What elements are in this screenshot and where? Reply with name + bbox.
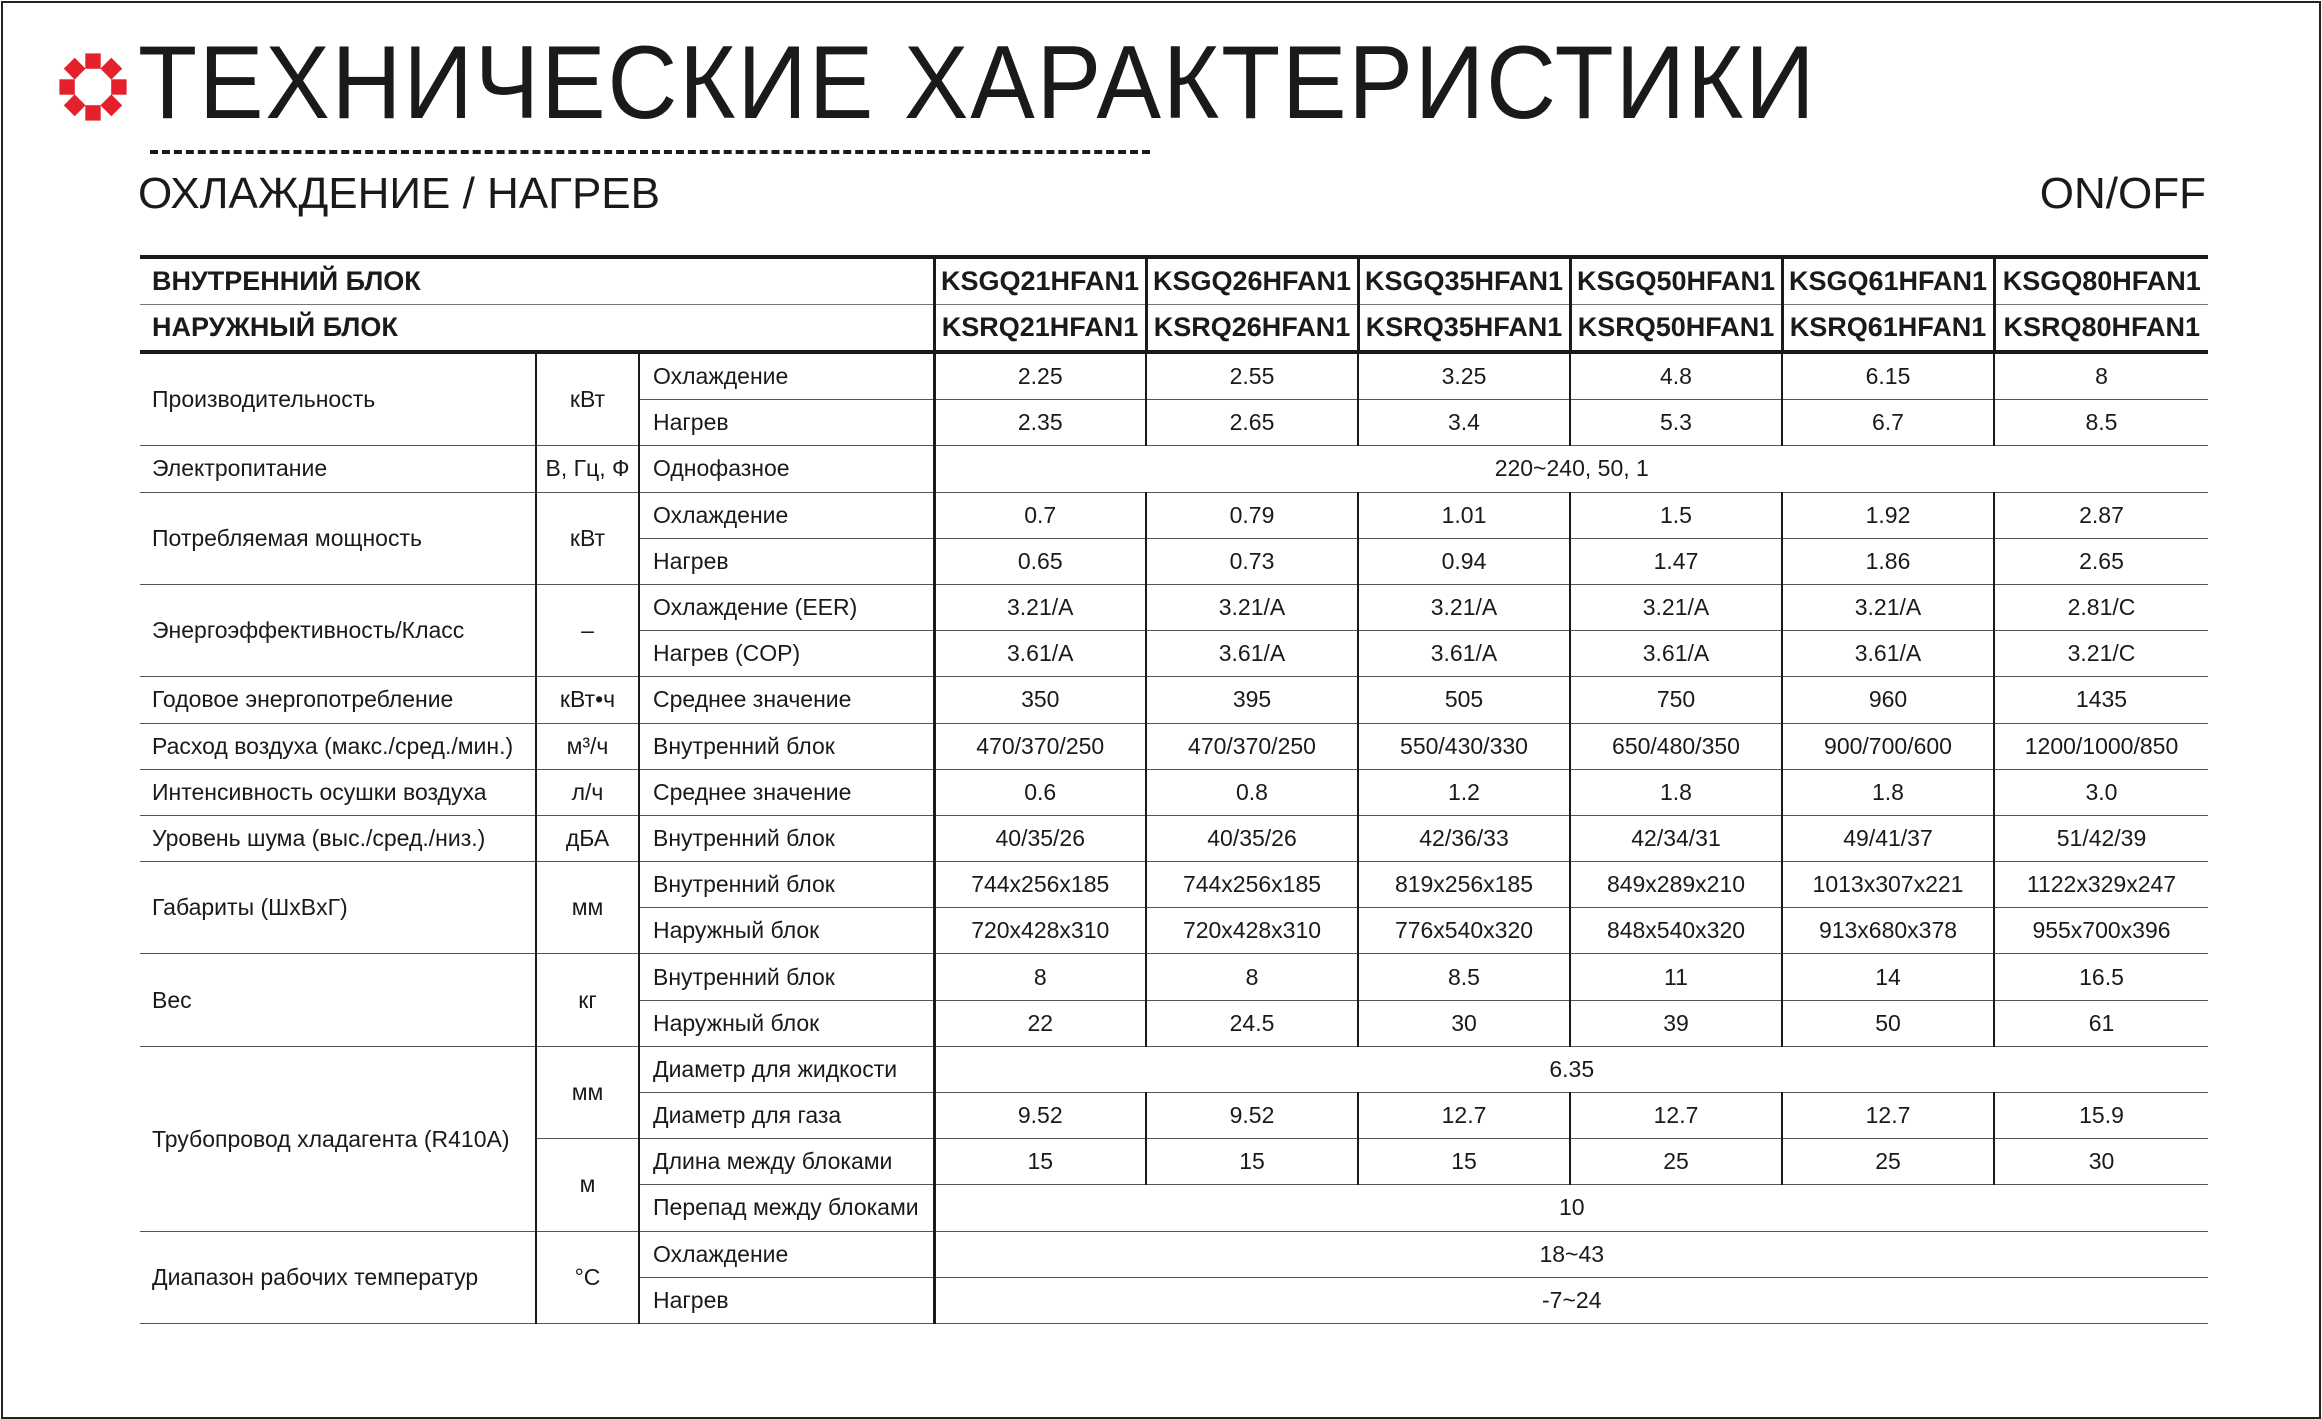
value-cell: 900/700/600 bbox=[1782, 723, 1994, 769]
value-cell: 3.61/A bbox=[1358, 631, 1570, 677]
indoor-unit-label: ВНУТРЕННИЙ БЛОК bbox=[140, 257, 934, 305]
value-cell: 25 bbox=[1782, 1139, 1994, 1185]
value-cell: 849x289x210 bbox=[1570, 862, 1782, 908]
value-cell: 819x256x185 bbox=[1358, 862, 1570, 908]
sub-parameter-label: Нагрев bbox=[639, 1277, 934, 1323]
value-cell: 3.21/A bbox=[1358, 584, 1570, 630]
value-cell: 0.73 bbox=[1146, 538, 1358, 584]
outdoor-model-header: KSRQ61HFAN1 bbox=[1782, 305, 1994, 353]
value-cell: 8 bbox=[1994, 352, 2208, 400]
sub-parameter-label: Однофазное bbox=[639, 446, 934, 492]
outdoor-unit-row bbox=[140, 305, 2208, 353]
unit-label: кВт•ч bbox=[536, 677, 639, 723]
value-cell: 15.9 bbox=[1994, 1093, 2208, 1139]
parameter-label: Потребляемая мощность bbox=[140, 492, 536, 584]
sub-parameter-label: Охлаждение bbox=[639, 1231, 934, 1277]
unit-label: м bbox=[536, 1139, 639, 1231]
value-cell: 960 bbox=[1782, 677, 1994, 723]
value-cell: 14 bbox=[1782, 954, 1994, 1000]
value-cell: 1.47 bbox=[1570, 538, 1782, 584]
value-cell: 1.8 bbox=[1570, 769, 1782, 815]
value-cell: 12.7 bbox=[1570, 1093, 1782, 1139]
unit-label: м³/ч bbox=[536, 723, 639, 769]
value-cell: 15 bbox=[1146, 1139, 1358, 1185]
sub-parameter-label: Нагрев bbox=[639, 538, 934, 584]
table-row bbox=[140, 352, 2208, 400]
value-cell: 8.5 bbox=[1358, 954, 1570, 1000]
value-cell: 40/35/26 bbox=[934, 815, 1146, 861]
indoor-model-header: KSGQ21HFAN1 bbox=[934, 257, 1146, 305]
shared-value-cell: 6.35 bbox=[934, 1046, 2208, 1092]
value-cell: 1013x307x221 bbox=[1782, 862, 1994, 908]
sub-parameter-label: Внутренний блок bbox=[639, 954, 934, 1000]
value-cell: 3.61/A bbox=[1146, 631, 1358, 677]
value-cell: 30 bbox=[1994, 1139, 2208, 1185]
value-cell: 0.65 bbox=[934, 538, 1146, 584]
value-cell: 744x256x185 bbox=[934, 862, 1146, 908]
value-cell: 1.8 bbox=[1782, 769, 1994, 815]
value-cell: 350 bbox=[934, 677, 1146, 723]
specifications-table bbox=[140, 255, 2208, 1324]
value-cell: 1.86 bbox=[1782, 538, 1994, 584]
value-cell: 51/42/39 bbox=[1994, 815, 2208, 861]
value-cell: 2.87 bbox=[1994, 492, 2208, 538]
value-cell: 3.21/A bbox=[1570, 584, 1782, 630]
value-cell: 22 bbox=[934, 1000, 1146, 1046]
value-cell: 8 bbox=[934, 954, 1146, 1000]
unit-label: кг bbox=[536, 954, 639, 1046]
sub-parameter-label: Длина между блоками bbox=[639, 1139, 934, 1185]
value-cell: 1200/1000/850 bbox=[1994, 723, 2208, 769]
value-cell: 744x256x185 bbox=[1146, 862, 1358, 908]
value-cell: 12.7 bbox=[1358, 1093, 1570, 1139]
sub-parameter-label: Внутренний блок bbox=[639, 815, 934, 861]
unit-label: кВт bbox=[536, 352, 639, 446]
sub-parameter-label: Внутренний блок bbox=[639, 862, 934, 908]
page-subtitle: ОХЛАЖДЕНИЕ / НАГРЕВ bbox=[138, 169, 661, 218]
value-cell: 1.92 bbox=[1782, 492, 1994, 538]
value-cell: 0.7 bbox=[934, 492, 1146, 538]
table-row bbox=[140, 723, 2208, 769]
shared-value-cell: 18~43 bbox=[934, 1231, 2208, 1277]
value-cell: 3.21/A bbox=[1782, 584, 1994, 630]
value-cell: 15 bbox=[1358, 1139, 1570, 1185]
shared-value-cell: 10 bbox=[934, 1185, 2208, 1231]
unit-label: – bbox=[536, 584, 639, 676]
value-cell: 2.65 bbox=[1994, 538, 2208, 584]
parameter-label: Интенсивность осушки воздуха bbox=[140, 769, 536, 815]
unit-label: л/ч bbox=[536, 769, 639, 815]
value-cell: 8 bbox=[1146, 954, 1358, 1000]
value-cell: 0.79 bbox=[1146, 492, 1358, 538]
value-cell: 3.61/A bbox=[934, 631, 1146, 677]
table-row bbox=[140, 815, 2208, 861]
unit-label: °С bbox=[536, 1231, 639, 1323]
value-cell: 4.8 bbox=[1570, 352, 1782, 400]
value-cell: 40/35/26 bbox=[1146, 815, 1358, 861]
value-cell: 2.25 bbox=[934, 352, 1146, 400]
value-cell: 30 bbox=[1358, 1000, 1570, 1046]
parameter-label: Вес bbox=[140, 954, 536, 1046]
sub-parameter-label: Среднее значение bbox=[639, 677, 934, 723]
indoor-model-header: KSGQ35HFAN1 bbox=[1358, 257, 1570, 305]
value-cell: 395 bbox=[1146, 677, 1358, 723]
value-cell: 3.4 bbox=[1358, 400, 1570, 446]
value-cell: 2.55 bbox=[1146, 352, 1358, 400]
value-cell: 3.21/A bbox=[1146, 584, 1358, 630]
value-cell: 6.7 bbox=[1782, 400, 1994, 446]
table-row bbox=[140, 492, 2208, 538]
value-cell: 5.3 bbox=[1570, 400, 1782, 446]
value-cell: 2.81/C bbox=[1994, 584, 2208, 630]
value-cell: 2.65 bbox=[1146, 400, 1358, 446]
parameter-label: Диапазон рабочих температур bbox=[140, 1231, 536, 1323]
value-cell: 3.61/A bbox=[1782, 631, 1994, 677]
table-row bbox=[140, 954, 2208, 1000]
value-cell: 15 bbox=[934, 1139, 1146, 1185]
value-cell: 50 bbox=[1782, 1000, 1994, 1046]
table-row bbox=[140, 677, 2208, 723]
sub-parameter-label: Охлаждение bbox=[639, 492, 934, 538]
value-cell: 3.25 bbox=[1358, 352, 1570, 400]
page-title: ТЕХНИЧЕСКИЕ ХАРАКТЕРИСТИКИ bbox=[138, 25, 1817, 141]
value-cell: 3.61/A bbox=[1570, 631, 1782, 677]
value-cell: 61 bbox=[1994, 1000, 2208, 1046]
parameter-label: Габариты (ШxВxГ) bbox=[140, 862, 536, 954]
sub-parameter-label: Диаметр для газа bbox=[639, 1093, 934, 1139]
sub-parameter-label: Наружный блок bbox=[639, 1000, 934, 1046]
value-cell: 3.21/C bbox=[1994, 631, 2208, 677]
table-row bbox=[140, 1046, 2208, 1092]
value-cell: 3.0 bbox=[1994, 769, 2208, 815]
value-cell: 720x428x310 bbox=[934, 908, 1146, 954]
red-flower-logo-icon bbox=[58, 52, 128, 122]
parameter-label: Расход воздуха (макс./сред./мин.) bbox=[140, 723, 536, 769]
indoor-model-header: KSGQ61HFAN1 bbox=[1782, 257, 1994, 305]
value-cell: 1.2 bbox=[1358, 769, 1570, 815]
indoor-model-header: KSGQ26HFAN1 bbox=[1146, 257, 1358, 305]
parameter-label: Электропитание bbox=[140, 446, 536, 492]
value-cell: 3.21/A bbox=[934, 584, 1146, 630]
outdoor-model-header: KSRQ26HFAN1 bbox=[1146, 305, 1358, 353]
value-cell: 470/370/250 bbox=[934, 723, 1146, 769]
value-cell: 750 bbox=[1570, 677, 1782, 723]
unit-label: мм bbox=[536, 1046, 639, 1138]
outdoor-model-header: KSRQ21HFAN1 bbox=[934, 305, 1146, 353]
mode-label: ON/OFF bbox=[2039, 169, 2206, 218]
outdoor-unit-label: НАРУЖНЫЙ БЛОК bbox=[140, 305, 934, 353]
parameter-label: Уровень шума (выс./сред./низ.) bbox=[140, 815, 536, 861]
outdoor-model-header: KSRQ80HFAN1 bbox=[1994, 305, 2208, 353]
unit-label: мм bbox=[536, 862, 639, 954]
value-cell: 16.5 bbox=[1994, 954, 2208, 1000]
sub-parameter-label: Нагрев bbox=[639, 400, 934, 446]
sub-parameter-label: Охлаждение bbox=[639, 352, 934, 400]
sub-parameter-label: Охлаждение (EER) bbox=[639, 584, 934, 630]
indoor-model-header: KSGQ50HFAN1 bbox=[1570, 257, 1782, 305]
unit-label: В, Гц, Ф bbox=[536, 446, 639, 492]
value-cell: 1122x329x247 bbox=[1994, 862, 2208, 908]
value-cell: 0.8 bbox=[1146, 769, 1358, 815]
sub-parameter-label: Перепад между блоками bbox=[639, 1185, 934, 1231]
value-cell: 776x540x320 bbox=[1358, 908, 1570, 954]
value-cell: 720x428x310 bbox=[1146, 908, 1358, 954]
table-row bbox=[140, 769, 2208, 815]
sub-parameter-label: Нагрев (COP) bbox=[639, 631, 934, 677]
value-cell: 11 bbox=[1570, 954, 1782, 1000]
table-row bbox=[140, 584, 2208, 630]
value-cell: 848x540x320 bbox=[1570, 908, 1782, 954]
value-cell: 2.35 bbox=[934, 400, 1146, 446]
value-cell: 9.52 bbox=[934, 1093, 1146, 1139]
value-cell: 1435 bbox=[1994, 677, 2208, 723]
sub-parameter-label: Наружный блок bbox=[639, 908, 934, 954]
value-cell: 0.6 bbox=[934, 769, 1146, 815]
value-cell: 1.5 bbox=[1570, 492, 1782, 538]
value-cell: 6.15 bbox=[1782, 352, 1994, 400]
value-cell: 49/41/37 bbox=[1782, 815, 1994, 861]
outdoor-model-header: KSRQ35HFAN1 bbox=[1358, 305, 1570, 353]
value-cell: 42/36/33 bbox=[1358, 815, 1570, 861]
indoor-model-header: KSGQ80HFAN1 bbox=[1994, 257, 2208, 305]
value-cell: 1.01 bbox=[1358, 492, 1570, 538]
table-row bbox=[140, 862, 2208, 908]
shared-value-cell: 220~240, 50, 1 bbox=[934, 446, 2208, 492]
value-cell: 650/480/350 bbox=[1570, 723, 1782, 769]
value-cell: 470/370/250 bbox=[1146, 723, 1358, 769]
value-cell: 9.52 bbox=[1146, 1093, 1358, 1139]
table-row bbox=[140, 446, 2208, 492]
unit-label: кВт bbox=[536, 492, 639, 584]
value-cell: 25 bbox=[1570, 1139, 1782, 1185]
title-divider bbox=[150, 150, 1150, 154]
value-cell: 8.5 bbox=[1994, 400, 2208, 446]
shared-value-cell: -7~24 bbox=[934, 1277, 2208, 1323]
parameter-label: Производительность bbox=[140, 352, 536, 446]
value-cell: 24.5 bbox=[1146, 1000, 1358, 1046]
value-cell: 505 bbox=[1358, 677, 1570, 723]
value-cell: 550/430/330 bbox=[1358, 723, 1570, 769]
sub-parameter-label: Среднее значение bbox=[639, 769, 934, 815]
unit-label: дБА bbox=[536, 815, 639, 861]
value-cell: 955x700x396 bbox=[1994, 908, 2208, 954]
sub-parameter-label: Внутренний блок bbox=[639, 723, 934, 769]
table-row bbox=[140, 1231, 2208, 1277]
value-cell: 12.7 bbox=[1782, 1093, 1994, 1139]
value-cell: 42/34/31 bbox=[1570, 815, 1782, 861]
sub-parameter-label: Диаметр для жидкости bbox=[639, 1046, 934, 1092]
value-cell: 39 bbox=[1570, 1000, 1782, 1046]
outdoor-model-header: KSRQ50HFAN1 bbox=[1570, 305, 1782, 353]
parameter-label: Трубопровод хладагента (R410A) bbox=[140, 1046, 536, 1231]
parameter-label: Годовое энергопотребление bbox=[140, 677, 536, 723]
value-cell: 0.94 bbox=[1358, 538, 1570, 584]
indoor-unit-row bbox=[140, 257, 2208, 305]
value-cell: 913x680x378 bbox=[1782, 908, 1994, 954]
parameter-label: Энергоэффективность/Класс bbox=[140, 584, 536, 676]
